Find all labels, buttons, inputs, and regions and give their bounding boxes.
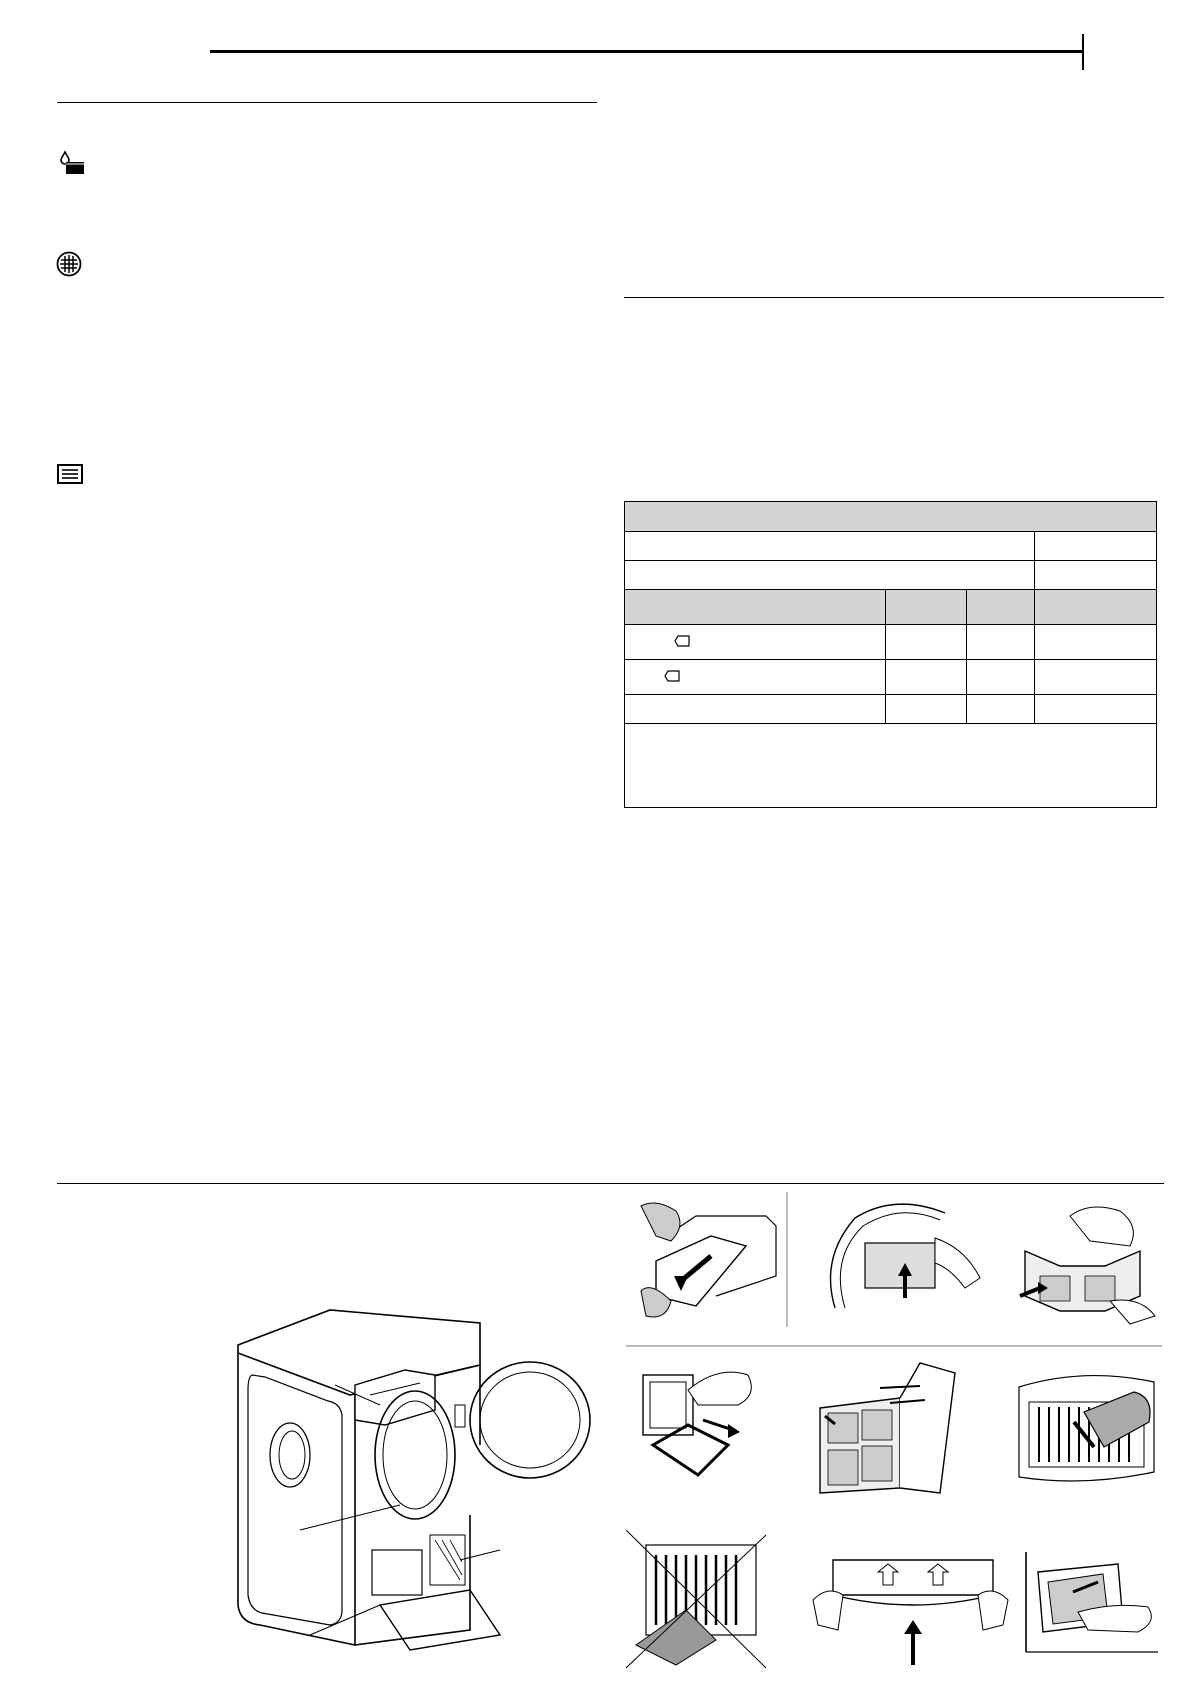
table-cell [886,695,967,724]
table-cell [1035,561,1156,590]
header-rule-tick [1082,34,1084,70]
table-cell [886,660,967,695]
menu-lines-icon [57,464,83,484]
panel-divider-vertical [786,1192,788,1327]
table-row [625,660,886,695]
header-rule [210,50,1084,53]
table-cell [967,695,1035,724]
section-rule-right [624,297,1164,298]
step-panel-5 [810,1358,960,1498]
table-cell [1035,660,1156,695]
step-panel-8 [808,1550,1013,1670]
table-cell [1035,625,1156,660]
panel-divider-horizontal [626,1345,1162,1347]
table-row [625,695,886,724]
step-panel-9 [1018,1552,1163,1670]
step-panel-7 [626,1530,776,1670]
table-header-cell [967,590,1035,625]
label-tag-icon [664,670,680,682]
table-header-cell [886,590,967,625]
section-rule-bottom [57,1183,1164,1184]
spec-table [624,501,1157,808]
table-header-cell [625,590,886,625]
step-panel-1 [636,1196,786,1326]
table-row [625,532,1035,561]
table-cell [1035,695,1156,724]
dryer-illustration [230,1305,610,1660]
table-row [625,625,886,660]
section-rule-left [57,102,597,103]
step-panel-2 [815,1198,995,1323]
step-panel-4 [628,1360,778,1495]
table-title-row [625,502,1156,532]
table-cell [967,625,1035,660]
filter-grid-icon [56,251,82,277]
label-tag-icon [674,635,690,647]
table-cell [1035,532,1156,561]
table-cell [967,660,1035,695]
water-container-icon [56,150,86,176]
step-panel-6 [1014,1362,1164,1497]
table-header-cell [1035,590,1156,625]
step-panel-3 [1010,1196,1160,1326]
table-cell [886,625,967,660]
table-row [625,561,1035,590]
